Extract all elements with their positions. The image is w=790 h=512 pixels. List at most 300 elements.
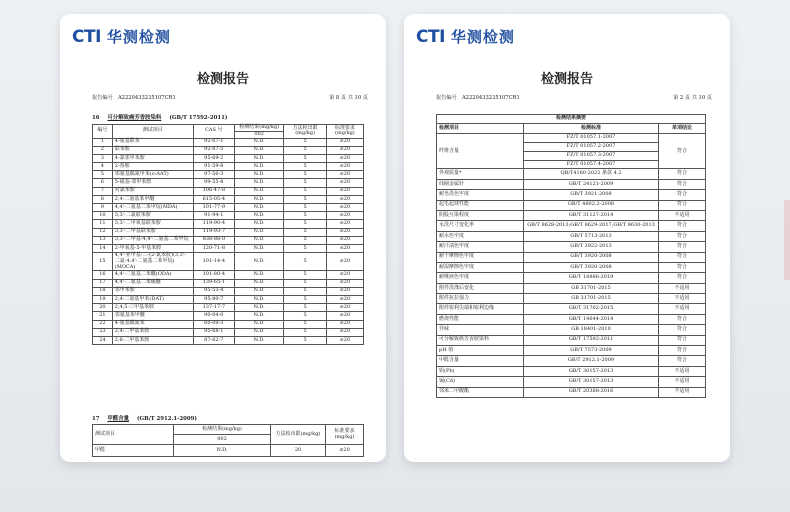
table-row — [93, 195, 364, 203]
table-row — [437, 252, 706, 262]
table-row — [437, 366, 706, 376]
cell: 106-47-8 — [193, 187, 234, 195]
cell: 耐皂洗色牢度 — [437, 190, 524, 200]
section-17-heading: 17 甲醛含量 (GB/T 2912.1-2009) — [92, 416, 197, 422]
cell: ≤20 — [326, 236, 363, 244]
col-header: 检测结果(mg/kg) — [234, 125, 283, 132]
cell: GB/T 18886-2019 — [524, 273, 659, 283]
cell: ≤20 — [326, 171, 363, 179]
table-row — [93, 212, 364, 220]
table-row — [93, 320, 364, 328]
cell: N.D. — [234, 138, 283, 146]
cell: 91-94-1 — [193, 212, 234, 220]
cell: N.D. — [234, 312, 283, 320]
cell: 5 — [284, 179, 326, 187]
cell: 120-71-8 — [193, 244, 234, 252]
cell: 燃烧性能 — [437, 314, 524, 324]
cell: 纤维含量 — [437, 134, 524, 169]
table-row — [437, 221, 706, 231]
cell: N.D. — [234, 236, 283, 244]
cell: 5 — [284, 146, 326, 154]
cell: ≤20 — [326, 154, 363, 162]
cell: 2,4-二甲基苯胺 — [112, 328, 193, 336]
cell: N.D. — [234, 212, 283, 220]
page-number: 第 8 页 共 10 页 — [329, 95, 368, 101]
summary-table — [436, 114, 706, 398]
cell: ≤20 — [326, 228, 363, 236]
cell: GB/T 3920-2008 — [524, 262, 659, 272]
table-row — [437, 242, 706, 252]
cell: 4-氯邻甲苯胺 — [112, 154, 193, 162]
cell: 139-65-1 — [193, 279, 234, 287]
cell: 邻氨基偶氮甲苯(o-AAT) — [112, 171, 193, 179]
table-row — [93, 336, 364, 344]
table-row — [437, 356, 706, 366]
cell: 2-甲氧基-5-甲基苯胺 — [112, 244, 193, 252]
cell: 95-68-1 — [193, 328, 234, 336]
cell: GB/T 5713-2013 — [524, 231, 659, 241]
cell: N.D. — [234, 304, 283, 312]
cell: GB/T 30157-2013 — [524, 377, 659, 387]
cell: 不适用 — [659, 387, 706, 397]
cell: 符合 — [659, 231, 706, 241]
cell: 2-萘胺 — [112, 163, 193, 171]
cell: 符合 — [659, 314, 706, 324]
cell: 不适用 — [659, 366, 706, 376]
cell: GB 31701-2015 — [524, 294, 659, 304]
cell: GB/T 20388-2016 — [524, 387, 659, 397]
cell: 符合 — [659, 346, 706, 356]
cell: 5 — [284, 154, 326, 162]
cell: 60-09-3 — [193, 320, 234, 328]
fiber-standard: FZ/T 01057.4-2007 — [566, 160, 616, 167]
cell: 22 — [93, 320, 113, 328]
cell: 5 — [284, 204, 326, 212]
cell: N.D. — [234, 295, 283, 303]
cell: 5 — [284, 279, 326, 287]
cell: 不适用 — [659, 283, 706, 293]
cell: 2,4-二氨基苯甲醚 — [112, 195, 193, 203]
cell: GB/T 24121-2009 — [524, 179, 659, 189]
table-body — [93, 138, 364, 345]
cell: 101-77-9 — [193, 204, 234, 212]
cell: 附件洗涤后变化 — [437, 283, 524, 293]
cell: N.D. — [234, 244, 283, 252]
cell: 95-53-4 — [193, 287, 234, 295]
cell: 邻甲苯胺 — [112, 287, 193, 295]
cell: 符合 — [659, 134, 706, 169]
table-row — [437, 294, 706, 304]
table-body — [437, 134, 706, 398]
cell: N.D. — [174, 445, 271, 457]
report-meta — [436, 94, 712, 101]
cell: GB/T 3921-2008 — [524, 190, 659, 200]
cell: 不适用 — [659, 304, 706, 314]
cell: 外观质量* — [437, 169, 524, 179]
cell: 镉(Cd) — [437, 377, 524, 387]
cell: 5 — [284, 244, 326, 252]
cell: 5 — [284, 171, 326, 179]
cell: ≤20 — [326, 271, 363, 279]
cell: QB/T4160-2022 条款 4.2 — [524, 169, 659, 179]
cell: N.D. — [234, 146, 283, 154]
table-row — [93, 287, 364, 295]
table-row — [93, 154, 364, 162]
table-row — [93, 304, 364, 312]
brand-name: 华测检测 — [106, 28, 171, 46]
cell: 5 — [284, 220, 326, 228]
cell: 5 — [284, 295, 326, 303]
brand-header — [72, 26, 171, 47]
table-row — [93, 236, 364, 244]
cell: 5 — [284, 138, 326, 146]
cell: 异味 — [437, 325, 524, 335]
table-row — [437, 377, 706, 387]
table-caption: 检测结果摘要 — [437, 115, 706, 124]
cell: 92-87-5 — [193, 146, 234, 154]
cell: 16 — [93, 271, 113, 279]
cell: 95-69-2 — [193, 154, 234, 162]
brand-name: 华测检测 — [450, 28, 515, 46]
cell: N.D. — [234, 154, 283, 162]
cell: N.D. — [234, 228, 283, 236]
cell: 11 — [93, 220, 113, 228]
cell: ≤20 — [326, 220, 363, 228]
cell: 符合 — [659, 190, 706, 200]
col-header: 方法检出限(mg/kg) — [284, 125, 326, 139]
cell: N.D. — [234, 328, 283, 336]
sample-id: 002 — [174, 435, 271, 445]
cell: 阴股互染程度 — [437, 210, 524, 220]
cell: ≤20 — [326, 163, 363, 171]
cell: 不适用 — [659, 377, 706, 387]
report-page-2 — [404, 14, 730, 462]
table-row — [93, 163, 364, 171]
fiber-standard: FZ/T 01057.1-2007 — [524, 134, 658, 143]
cell: GB/T 14644-2014 — [524, 314, 659, 324]
sample-id: 002 — [234, 131, 283, 138]
cell: N.D. — [234, 171, 283, 179]
cell: ≤20 — [326, 212, 363, 220]
cell: ≤20 — [326, 179, 363, 187]
cell: 2,6-二甲基苯胺 — [112, 336, 193, 344]
cell: N.D. — [234, 320, 283, 328]
col-header: 编号 — [93, 125, 113, 139]
cell: 5 — [284, 271, 326, 279]
cell: ≤20 — [326, 312, 363, 320]
table-row — [437, 169, 706, 179]
cell: 邻苯二甲酸酯 — [437, 387, 524, 397]
cell: N.D. — [234, 220, 283, 228]
cell: 7 — [93, 187, 113, 195]
table-row — [437, 179, 706, 189]
section-16-heading: 16 可分解致癌芳香胺染料 (GB/T 17592-2011) — [92, 115, 228, 121]
cell: 铅(Pb) — [437, 366, 524, 376]
cell: ≤20 — [326, 138, 363, 146]
cell: 符合 — [659, 356, 706, 366]
cell: 5 — [284, 328, 326, 336]
cell: 2 — [93, 146, 113, 154]
cell: 符合 — [659, 273, 706, 283]
aromatic-amine-table — [92, 124, 364, 345]
table-row — [93, 253, 364, 271]
cell: GB/T 4802.2-2008 — [524, 200, 659, 210]
cell: 90-04-0 — [193, 312, 234, 320]
cell: 符合 — [659, 169, 706, 179]
cell: 92-67-1 — [193, 138, 234, 146]
table-row — [93, 187, 364, 195]
cell: GB/T 3920-2008 — [524, 252, 659, 262]
report-number: 报告编号 A2220433235107CR1 — [436, 95, 520, 101]
cell: ≤20 — [326, 204, 363, 212]
cell: 18 — [93, 287, 113, 295]
cell: 4,4'-二氨基二苯甲烷(MDA) — [112, 204, 193, 212]
col-header: 检测标准 — [524, 124, 659, 134]
table-row — [437, 210, 706, 220]
cell: ≤20 — [326, 336, 363, 344]
cell: 符合 — [659, 221, 706, 231]
table-row — [437, 314, 706, 324]
cell: 615-05-4 — [193, 195, 234, 203]
cell: 6 — [93, 179, 113, 187]
cell: 水洗尺寸变化率 — [437, 221, 524, 231]
cell: 4,4'-亚甲基-二-(2-氯苯胺)(3,3'-二氯-4,4'-二氨基二苯甲烷)(MOCA) — [112, 253, 193, 271]
cell: 5 — [284, 195, 326, 203]
cell: N.D. — [234, 287, 283, 295]
cell: 可分解致癌芳香胺染料 — [437, 335, 524, 345]
cell: 101-80-4 — [193, 271, 234, 279]
cell: 5 — [284, 304, 326, 312]
cell: 15 — [93, 253, 113, 271]
cell: 2,4,5-三甲基苯胺 — [112, 304, 193, 312]
table-row — [93, 179, 364, 187]
cell: 4,4'-二氨基二苯硫醚 — [112, 279, 193, 287]
cell: 24 — [93, 336, 113, 344]
cell: 联苯胺 — [112, 146, 193, 154]
col-header: 检测项目 — [437, 124, 524, 134]
cell: GB/T 8628-2013;GB/T 8629-2017;GB/T 8630-2013 — [524, 221, 659, 231]
cell: N.D. — [234, 279, 283, 287]
cell: 137-17-7 — [193, 304, 234, 312]
cell: 2,4-二氨基甲苯(DAT) — [112, 295, 193, 303]
cell: N.D. — [234, 204, 283, 212]
cell: ≤20 — [326, 279, 363, 287]
cell: GB/T 31127-2014 — [524, 210, 659, 220]
cell: 5 — [284, 253, 326, 271]
cell: 20 — [271, 445, 326, 457]
cell: 符合 — [659, 262, 706, 272]
cell: 5 — [284, 228, 326, 236]
cell: N.D. — [234, 163, 283, 171]
cell: 5-硝基-邻甲苯胺 — [112, 179, 193, 187]
cell: ≤20 — [326, 187, 363, 195]
cell: ≤20 — [326, 328, 363, 336]
cell: ≤20 — [326, 195, 363, 203]
cti-logo: CTI — [72, 26, 101, 47]
cell: ≤20 — [326, 253, 363, 271]
cell: ≤20 — [326, 146, 363, 154]
cell: 13 — [93, 236, 113, 244]
report-page-8 — [60, 14, 386, 462]
cell: 符合 — [659, 242, 706, 252]
cell: 95-80-7 — [193, 295, 234, 303]
background-accent — [784, 200, 790, 280]
cell: 5 — [284, 187, 326, 195]
cell: 91-59-8 — [193, 163, 234, 171]
cell: 4-氨基联苯 — [112, 138, 193, 146]
cell: 5 — [284, 163, 326, 171]
cell: 不适用 — [659, 210, 706, 220]
table-row — [93, 204, 364, 212]
cell: 3,3'-二氯联苯胺 — [112, 212, 193, 220]
report-number: 报告编号 A2220433235107CR1 — [92, 95, 176, 101]
cell: GB/T 31702-2015 — [524, 304, 659, 314]
cell: 4-氨基偶氮苯 — [112, 320, 193, 328]
cell: 9 — [93, 204, 113, 212]
cell: 119-90-4 — [193, 220, 234, 228]
cell: 21 — [93, 312, 113, 320]
cell: 5 — [93, 171, 113, 179]
table-row — [93, 271, 364, 279]
cell: ≤20 — [326, 320, 363, 328]
cell: 20 — [93, 304, 113, 312]
cell: pH 值 — [437, 346, 524, 356]
cell: 耐汗渍色牢度 — [437, 242, 524, 252]
table-row — [437, 200, 706, 210]
cell: 10 — [93, 212, 113, 220]
formaldehyde-table — [92, 424, 364, 457]
col-header: CAS 号 — [193, 125, 234, 139]
cell: 99-55-8 — [193, 179, 234, 187]
cell: 对氯苯胺 — [112, 187, 193, 195]
table-row — [437, 335, 706, 345]
cell: 3,3'-二甲基-4,4'-二氨基二苯甲烷 — [112, 236, 193, 244]
table-row — [93, 312, 364, 320]
table-row — [437, 262, 706, 272]
cell: 97-56-3 — [193, 171, 234, 179]
cell: 符合 — [659, 335, 706, 345]
cell: 17 — [93, 279, 113, 287]
brand-header — [416, 26, 515, 47]
page-number: 第 2 页 共 10 页 — [673, 95, 712, 101]
cell: 12 — [93, 228, 113, 236]
cell: 符合 — [659, 252, 706, 262]
report-meta — [92, 94, 368, 101]
cell: 5 — [284, 336, 326, 344]
cell: 5 — [284, 236, 326, 244]
table-row — [437, 304, 706, 314]
cell: 3 — [93, 154, 113, 162]
cell: 5 — [284, 320, 326, 328]
cell: N.D. — [234, 195, 283, 203]
cell: 甲醛 — [93, 445, 174, 457]
fiber-standard: FZ/T 01057.2-2007 — [524, 143, 658, 152]
col-header: 标准要求(mg/kg) — [326, 425, 364, 445]
table-row — [93, 138, 364, 146]
table-row — [93, 295, 364, 303]
cell: GB 18401-2010 — [524, 325, 659, 335]
cell: GB/T 7573-2009 — [524, 346, 659, 356]
table-row — [437, 231, 706, 241]
table-row — [93, 171, 364, 179]
table-row — [437, 283, 706, 293]
col-header: 标准要求(mg/kg) — [326, 125, 363, 139]
cell: 14 — [93, 244, 113, 252]
cell: N.D. — [234, 336, 283, 344]
cell: N.D. — [234, 253, 283, 271]
cell: 5 — [284, 287, 326, 295]
page-title: 检测报告 — [196, 72, 249, 87]
cell: 4,4'-二氨基二苯醚(ODA) — [112, 271, 193, 279]
cti-logo: CTI — [416, 26, 445, 47]
cell: 838-88-0 — [193, 236, 234, 244]
cell: 101-14-4 — [193, 253, 234, 271]
table-row — [437, 346, 706, 356]
cell: 5 — [284, 212, 326, 220]
cell: 起毛起球性能 — [437, 200, 524, 210]
cell: GB/T 3922-2013 — [524, 242, 659, 252]
table-row — [437, 325, 706, 335]
cell: 纬圈金属针 — [437, 179, 524, 189]
cell: GB/T 2912.1-2009 — [524, 356, 659, 366]
cell: 23 — [93, 328, 113, 336]
cell: 1 — [93, 138, 113, 146]
cell: 87-62-7 — [193, 336, 234, 344]
cell: ≤20 — [326, 244, 363, 252]
cell: 119-93-7 — [193, 228, 234, 236]
page-title: 检测报告 — [540, 72, 593, 87]
table-row — [93, 146, 364, 154]
fiber-standard: FZ/T 01057.3-2007 — [524, 152, 658, 161]
table-row — [93, 220, 364, 228]
col-header: 测试项目 — [112, 125, 193, 139]
cell: 邻氨基苯甲醚 — [112, 312, 193, 320]
table-row — [437, 387, 706, 397]
col-header: 方法检出限(mg/kg) — [271, 425, 326, 445]
cell: N.D. — [234, 187, 283, 195]
cell: 符合 — [659, 200, 706, 210]
cell: 耐唾液色牢度 — [437, 273, 524, 283]
cell: 8 — [93, 195, 113, 203]
cell: 耐干摩擦色牢度 — [437, 252, 524, 262]
cell: ≤20 — [326, 295, 363, 303]
cell: 附件锐利尖端和锐利边缘 — [437, 304, 524, 314]
cell: 甲醛含量 — [437, 356, 524, 366]
cell: 符合 — [659, 179, 706, 189]
cell: 5 — [284, 312, 326, 320]
cell: 耐水色牢度 — [437, 231, 524, 241]
cell: ≤20 — [326, 304, 363, 312]
table-row — [93, 445, 364, 457]
cell: ≤20 — [326, 445, 364, 457]
cell: N.D. — [234, 179, 283, 187]
cell: 3,3'-二甲基联苯胺 — [112, 228, 193, 236]
cell: 耐湿摩擦色牢度 — [437, 262, 524, 272]
cell: GB/T 17592-2011 — [524, 335, 659, 345]
table-row — [437, 190, 706, 200]
cell: 19 — [93, 295, 113, 303]
table-row — [437, 273, 706, 283]
col-header: 检测结果(mg/kg) — [174, 425, 271, 435]
cell: GB/T 30157-2013 — [524, 366, 659, 376]
cell: GB 31701-2015 — [524, 283, 659, 293]
col-header: 测试项目 — [93, 425, 174, 445]
cell: 不适用 — [659, 294, 706, 304]
cell: ≤20 — [326, 287, 363, 295]
cell: 符合 — [659, 325, 706, 335]
col-header: 单项结论 — [659, 124, 706, 134]
table-row — [93, 328, 364, 336]
